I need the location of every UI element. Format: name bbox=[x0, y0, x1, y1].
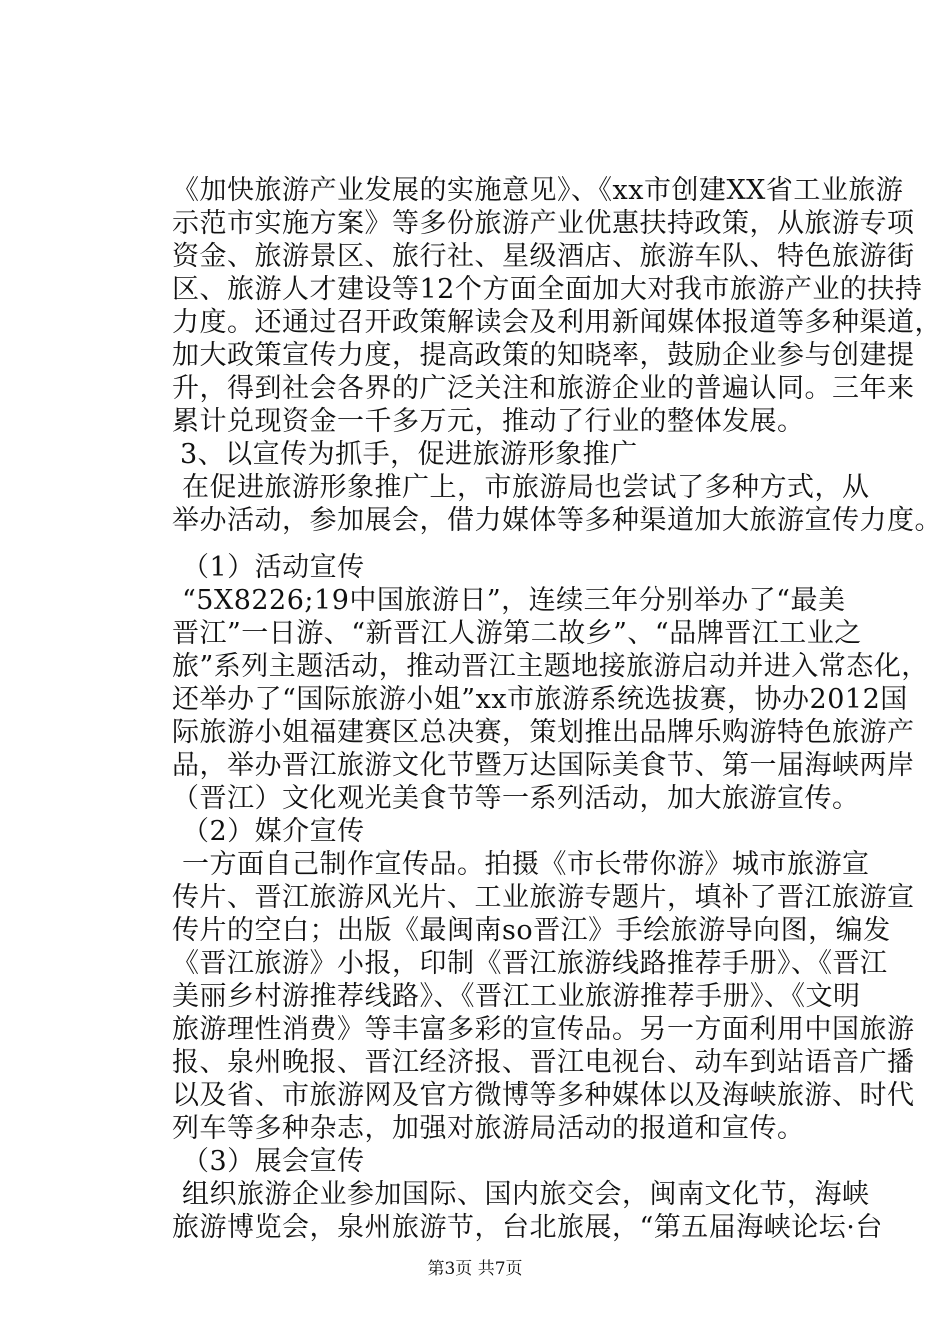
text-line: 列车等多种杂志，加强对旅游局活动的报道和宣传。 bbox=[172, 1113, 805, 1144]
text-line: 传片的空白；出版《最闽南so晋江》手绘旅游导向图，编发 bbox=[172, 915, 891, 946]
text-line: 升，得到社会各界的广泛关注和旅游企业的普遍认同。三年来 bbox=[172, 373, 915, 404]
text-line: 还举办了“国际旅游小姐”xx市旅游系统选拔赛，协办2012国 bbox=[172, 684, 908, 715]
text-line: 旅”系列主题活动，推动晋江主题地接旅游启动并进入常态化， bbox=[172, 651, 929, 682]
text-line: 举办活动，参加展会，借力媒体等多种渠道加大旅游宣传力度。 bbox=[172, 505, 942, 536]
text-line: 《晋江旅游》小报，印制《晋江旅游线路推荐手册》、《晋江 bbox=[172, 948, 888, 979]
text-line: 力度。还通过召开政策解读会及利用新闻媒体报道等多种渠道， bbox=[172, 307, 942, 338]
text-line: 区、旅游人才建设等12个方面全面加大对我市旅游产业的扶持 bbox=[172, 274, 923, 305]
text-line: 美丽乡村游推荐线路》、《晋江工业旅游推荐手册》、《文明 bbox=[172, 981, 861, 1012]
section-heading: 3、以宣传为抓手，促进旅游形象推广 bbox=[180, 439, 638, 470]
text-line: 《加快旅游产业发展的实施意见》、《xx市创建XX省工业旅游 bbox=[172, 175, 904, 206]
text-line: 报、泉州晚报、晋江经济报、晋江电视台、动车到站语音广播 bbox=[172, 1047, 915, 1078]
page-footer: 第3页 共7页 bbox=[427, 1259, 523, 1279]
subsection-heading: （3）展会宣传 bbox=[182, 1146, 365, 1177]
text-line: 组织旅游企业参加国际、国内旅交会，闽南文化节，海峡 bbox=[182, 1179, 870, 1210]
text-line: 旅游博览会，泉州旅游节，台北旅展，“第五届海峡论坛·台 bbox=[172, 1212, 883, 1243]
text-line: 晋江”一日游、“新晋江人游第二故乡”、“品牌晋江工业之 bbox=[172, 618, 862, 649]
text-line: 资金、旅游景区、旅行社、星级酒店、旅游车队、特色旅游街 bbox=[172, 241, 915, 272]
text-line: 传片、晋江旅游风光片、工业旅游专题片，填补了晋江旅游宣 bbox=[172, 882, 915, 913]
text-line: （晋江）文化观光美食节等一系列活动，加大旅游宣传。 bbox=[172, 783, 860, 814]
text-line: 示范市实施方案》等多份旅游产业优惠扶持政策，从旅游专项 bbox=[172, 208, 915, 239]
text-line: 加大政策宣传力度，提高政策的知晓率，鼓励企业参与创建提 bbox=[172, 340, 915, 371]
text-line: 品，举办晋江旅游文化节暨万达国际美食节、第一届海峡两岸 bbox=[172, 750, 915, 781]
subsection-heading: （1）活动宣传 bbox=[182, 552, 365, 583]
text-line: 在促进旅游形象推广上，市旅游局也尝试了多种方式，从 bbox=[182, 472, 870, 503]
text-line: 旅游理性消费》等丰富多彩的宣传品。另一方面利用中国旅游 bbox=[172, 1014, 915, 1045]
text-line: 一方面自己制作宣传品。拍摄《市长带你游》城市旅游宣 bbox=[182, 849, 870, 880]
text-line: 以及省、市旅游网及官方微博等多种媒体以及海峡旅游、时代 bbox=[172, 1080, 915, 1111]
text-line: “5X8226;19中国旅游日”，连续三年分别举办了“最美 bbox=[182, 585, 846, 616]
text-line: 际旅游小姐福建赛区总决赛，策划推出品牌乐购游特色旅游产 bbox=[172, 717, 915, 748]
subsection-heading: （2）媒介宣传 bbox=[182, 816, 365, 847]
text-line: 累计兑现资金一千多万元，推动了行业的整体发展。 bbox=[172, 406, 805, 437]
